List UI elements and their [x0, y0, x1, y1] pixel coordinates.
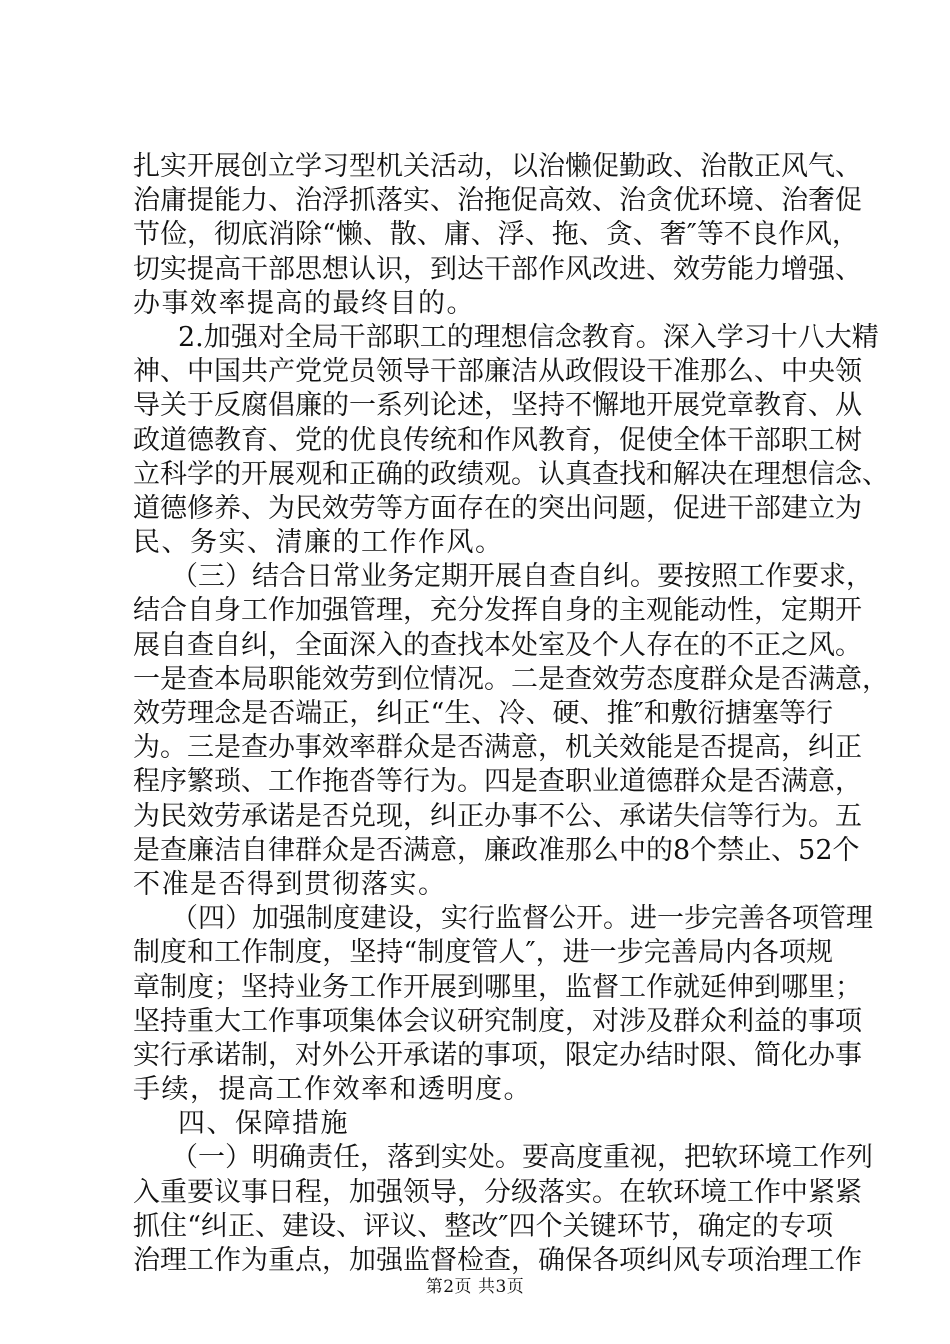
- text-line: 治庸提能力、治浮抓落实、治拖促高效、治贪优环境、治奢促: [133, 185, 862, 217]
- text-line: 入重要议事日程，加强领导，分级落实。在软环境工作中紧紧: [133, 1176, 862, 1208]
- text-line: 导关于反腐倡廉的一系列论述，坚持不懈地开展党章教育、从: [133, 390, 862, 422]
- text-line: 效劳理念是否端正，纠正“生、冷、硬、推″和敷衍搪塞等行: [133, 698, 833, 729]
- text-line: 不准是否得到贯彻落实。: [133, 868, 447, 900]
- section-heading: 四、保障措施: [178, 1108, 349, 1140]
- text-line: 扎实开展创立学习型机关活动，以治懒促勤政、治散正风气、: [133, 151, 862, 182]
- text-line: 政道德教育、党的优良传统和作风教育，促使全体干部职工树: [133, 424, 862, 456]
- text-line: 民、务实、清廉的工作作风。: [133, 527, 504, 559]
- text-line: 坚持重大工作事项集体会议研究制度，对涉及群众利益的事项: [133, 1005, 862, 1037]
- text-line: 办事效率提高的最终目的。: [133, 287, 475, 319]
- paragraph-start-line: （三）结合日常业务定期开展自查自纠。要按照工作要求，: [171, 561, 873, 593]
- text-line: 制度和工作制度，坚持“制度管人″，进一步完善局内各项规: [133, 937, 833, 969]
- text-line: 为民效劳承诺是否兑现，纠正办事不公、承诺失信等行为。五: [133, 800, 862, 832]
- text-line: 章制度；坚持业务工作开展到哪里，监督工作就延伸到哪里；: [133, 971, 862, 1003]
- text-line: 节俭，彻底消除“懒、散、庸、浮、拖、贪、奢″等不良作风，: [133, 219, 859, 251]
- text-line: 程序繁琐、工作拖沓等行为。四是查职业道德群众是否满意，: [133, 766, 862, 798]
- text-line: 立科学的开展观和正确的政绩观。认真查找和解决在理想信念、: [133, 458, 889, 490]
- text-line: 是查廉洁自律群众是否满意，廉政准那么中的8个禁止、52个: [133, 834, 860, 866]
- document-body: [133, 150, 889, 1278]
- text-line: 展自查自纠，全面深入的查找本处室及个人存在的不正之风。: [133, 629, 862, 661]
- paragraph-start-line: （四）加强制度建设，实行监督公开。进一步完善各项管理: [171, 903, 873, 935]
- text-line: 道德修养、为民效劳等方面存在的突出问题，促进干部建立为: [133, 492, 862, 524]
- paragraph-start-line: 2.加强对全局干部职工的理想信念教育。深入学习十八大精: [178, 321, 879, 353]
- text-line: 切实提高干部思想认识，到达干部作风改进、效劳能力增强、: [133, 253, 862, 285]
- text-line: 抓住“纠正、建设、评议、整改″四个关键环节，确定的专项: [133, 1210, 833, 1242]
- text-line: 一是查本局职能效劳到位情况。二是查效劳态度群众是否满意，: [133, 663, 889, 695]
- text-line: 手续，提高工作效率和透明度。: [133, 1074, 532, 1106]
- text-line: 结合自身工作加强管理，充分发挥自身的主观能动性，定期开: [133, 595, 862, 627]
- text-line: 为。三是查办事效率群众是否满意，机关效能是否提高，纠正: [133, 732, 862, 764]
- paragraph-start-line: （一）明确责任，落到实处。要高度重视，把软环境工作列: [171, 1142, 873, 1174]
- page-number-footer: 第2页 共3页: [425, 1277, 525, 1297]
- text-line: 治理工作为重点，加强监督检查，确保各项纠风专项治理工作: [133, 1245, 862, 1276]
- text-line: 神、中国共产党党员领导干部廉洁从政假设干准那么、中央领: [133, 356, 862, 388]
- text-line: 实行承诺制，对外公开承诺的事项，限定办结时限、简化办事: [133, 1039, 862, 1071]
